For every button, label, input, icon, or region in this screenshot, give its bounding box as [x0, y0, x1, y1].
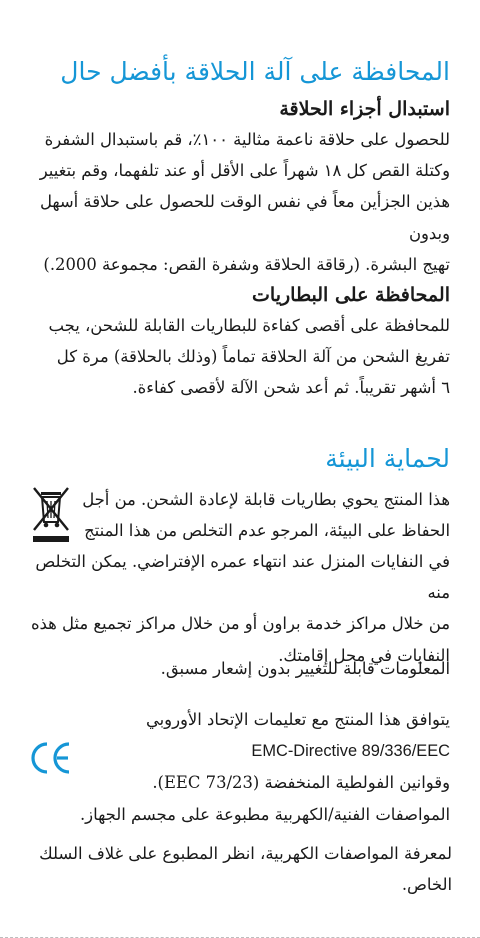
section-heading-shaver-care: المحافظة على آلة الحلاقة بأفضل حال — [60, 57, 450, 86]
text-line: يتوافق هذا المنتج مع تعليمات الإتحاد الأوروبي — [145, 710, 450, 729]
text-line: للمحافظة على أقصى كفاءة للبطاريات القابلة للشحن، يجب — [48, 316, 450, 335]
subheading-battery-care: المحافظة على البطاريات — [252, 284, 450, 306]
text-line: النفايات في محل إقامتك. — [278, 645, 450, 665]
text-line: هذا المنتج يحوي بطاريات قابلة لإعادة الشحن. من أجل — [82, 490, 450, 509]
text-line: وقوانين الفولطية المنخفضة (73/23 EEC). — [152, 773, 450, 793]
text-line: من خلال مراكز خدمة براون أو من خلال مراكز تجميع مثل هذه — [30, 614, 450, 634]
text-line: ٦ أشهر تقريباً. ثم أعد شحن الآلة لأقصى كفاءة. — [132, 378, 450, 398]
crossed-out-wheelie-bin-icon — [30, 484, 72, 544]
text-line: للحصول على حلاقة ناعمة مثالية ١٠٠٪، قم باستبدال الشفرة — [44, 130, 450, 149]
notice-text: المعلومات قابلة للتغيير بدون إشعار مسبق. — [160, 659, 450, 678]
text-line: في النفايات المنزل عند انتهاء عمره الإفتراضي. يمكن التخلص منه — [35, 552, 450, 603]
text-line: الحفاظ على البيئة، المرجو عدم التخلص من هذا المنتج — [84, 521, 450, 541]
text-line: وكتلة القص كل ١٨ شهراً على الأقل أو عند تلفهما، وقم بتغيير — [39, 161, 450, 181]
text-line: هذين الجزأين معاً في نفس الوقت للحصول على حلاقة أسهل وبدون — [39, 192, 450, 243]
ce-mark-icon — [28, 740, 72, 776]
subheading-replace-parts: استبدال أجزاء الحلاقة — [279, 98, 450, 120]
text-line-directive: EMC-Directive 89/336/EEC — [251, 742, 450, 761]
footer-text: لمعرفة المواصفات الكهربية، انظر المطبوع على غلاف السلك الخاص. — [39, 844, 452, 895]
text-line: المواصفات الفنية/الكهربية مطبوعة على مجسم الجهاز. — [79, 804, 450, 824]
paragraph-replace-parts — [20, 124, 450, 280]
section-heading-environment: لحماية البيئة — [325, 444, 450, 473]
paragraph-battery-care — [20, 310, 450, 404]
text-line: تفريغ الشحن من آلة الحلاقة تماماً (وذلك بالحلاقة) مرة كل — [56, 347, 450, 367]
paragraph-compliance — [20, 704, 450, 830]
paragraph-environment-1 — [80, 484, 450, 546]
text-line: تهيج البشرة. (رقاقة الحلاقة وشفرة القص: مجموعة 2000.) — [43, 254, 450, 274]
